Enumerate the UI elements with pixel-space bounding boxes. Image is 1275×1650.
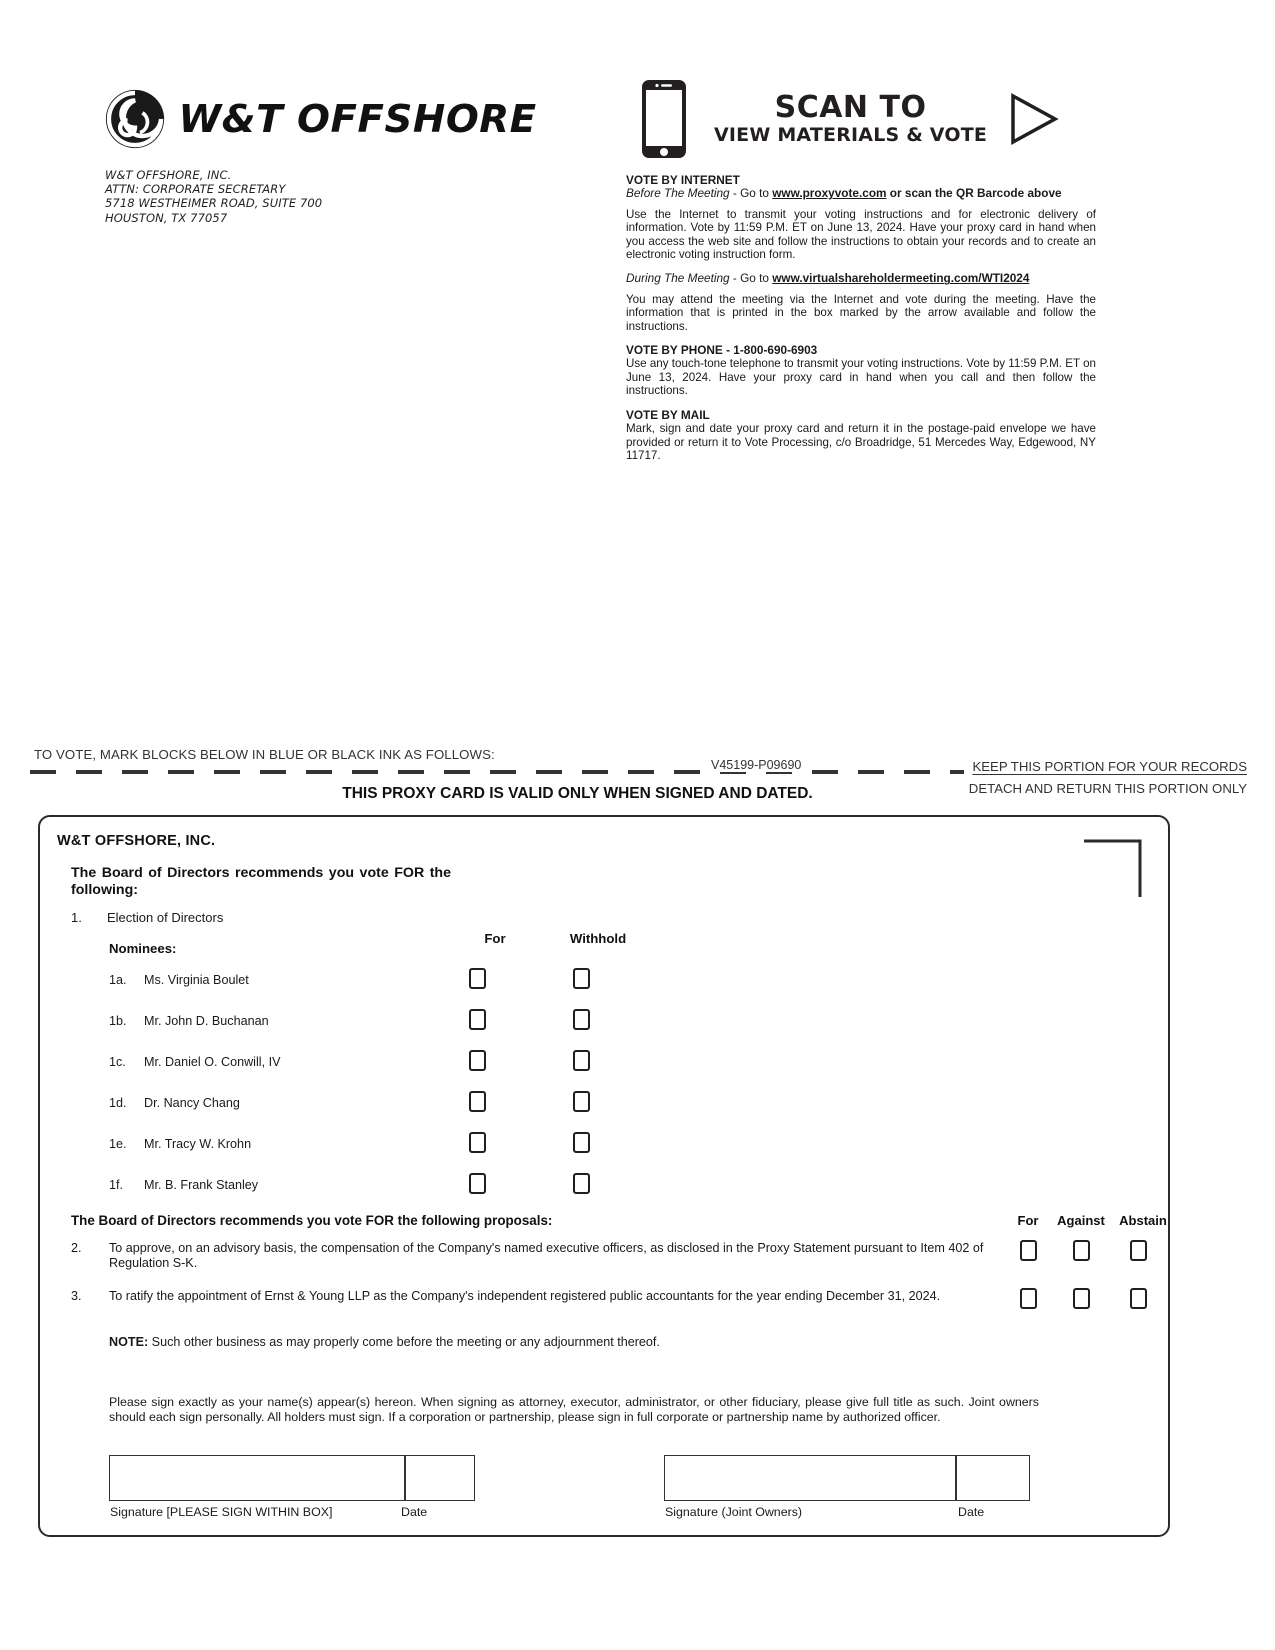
signature-label-primary: Signature [PLEASE SIGN WITHIN BOX] [110, 1505, 333, 1519]
vote-by-mail-body: Mark, sign and date your proxy card and return it in the postage-paid envelope we have provided or return it to Vote Processing, c/o Broadridge, 51 Mercedes Way, Edgewood, NY 11717. [626, 422, 1096, 462]
nominee-for-checkbox[interactable] [469, 1132, 486, 1153]
nominees-label: Nominees: [109, 941, 177, 956]
dash-segment [214, 770, 240, 774]
note-label: NOTE: [109, 1335, 149, 1349]
keep-portion-label: KEEP THIS PORTION FOR YOUR RECORDS [964, 759, 1247, 774]
scan-to-title: SCAN TO [774, 90, 927, 125]
dash-segment [582, 770, 608, 774]
vote-by-internet-heading: VOTE BY INTERNET [626, 173, 740, 187]
nominee-index: 1a. [109, 973, 127, 987]
nominee-index: 1e. [109, 1137, 127, 1151]
address-line-4: HOUSTON, TX 77057 [105, 210, 228, 225]
nominee-index: 1d. [109, 1096, 127, 1110]
valid-when-signed-notice [0, 785, 1275, 803]
proposal-number: 3. [71, 1289, 82, 1303]
nominee-row [40, 1170, 1168, 1211]
swirl-logo-icon [104, 88, 166, 150]
proposal-abstain-checkbox[interactable] [1130, 1240, 1147, 1261]
vote-by-mail-heading: VOTE BY MAIL [626, 407, 710, 422]
before-meeting-label: Before The Meeting [626, 186, 730, 201]
nominee-name: Mr. John D. Buchanan [144, 1014, 269, 1028]
proposal-1-row [71, 910, 223, 925]
detach-portion-label: DETACH AND RETURN THIS PORTION ONLY [968, 781, 1247, 796]
dash-segment [168, 770, 194, 774]
during-meeting-label: During The Meeting [626, 271, 730, 286]
column-header-withhold: Withhold [569, 931, 627, 946]
nominee-name: Mr. Daniel O. Conwill, IV [144, 1055, 281, 1069]
nominee-withhold-checkbox[interactable] [573, 968, 590, 989]
upper-instructions-area [0, 0, 1275, 802]
nominee-withhold-checkbox[interactable] [573, 1132, 590, 1153]
proposal-against-checkbox[interactable] [1073, 1288, 1090, 1309]
nominee-withhold-checkbox[interactable] [573, 1050, 590, 1071]
company-address [105, 168, 322, 225]
control-number: V45199-P09690 [705, 758, 807, 772]
nominee-index: 1b. [109, 1014, 127, 1028]
proposal-1-label: Election of Directors [107, 910, 224, 925]
proposal-abstain-checkbox[interactable] [1130, 1288, 1147, 1309]
internet-during-body: You may attend the meeting via the Internet and vote during the meeting. Have the information that is printed in the box marked by the arrow available and follow the instructions. [626, 292, 1096, 333]
nominee-row [40, 1129, 1168, 1170]
during-meeting-mid: - Go to [729, 271, 773, 286]
nominee-for-checkbox[interactable] [469, 1091, 486, 1112]
proposals-recommendation-heading: The Board of Directors recommends you vote FOR the following proposals: [71, 1213, 553, 1228]
signature-label-joint: Signature (Joint Owners) [665, 1505, 803, 1519]
nominee-for-checkbox[interactable] [469, 1050, 486, 1071]
play-arrow-icon [1005, 91, 1061, 147]
scan-to-subtitle: VIEW MATERIALS & VOTE [714, 124, 988, 146]
nominee-withhold-checkbox[interactable] [573, 1091, 590, 1112]
proposal-number: 2. [71, 1241, 82, 1255]
dash-segment [904, 770, 930, 774]
card-company-name: W&T OFFSHORE, INC. [57, 833, 216, 849]
proposal-column-against: Against [1057, 1213, 1105, 1228]
nominee-name: Mr. Tracy W. Krohn [144, 1137, 252, 1151]
company-logo [104, 88, 537, 150]
internet-before-body: Use the Internet to transmit your voting instructions and for electronic delivery of information. Vote by 11:59 P.M. ET on June 13, 2024. Have your proxy card in hand when you access the web site and follow the instructions to obtain your records and to create an electronic voting instruction form. [626, 207, 1096, 262]
dash-segment [122, 770, 148, 774]
dash-segment [260, 770, 286, 774]
dash-segment [352, 770, 378, 774]
proposal-1-number: 1. [71, 910, 82, 925]
proxyvote-link[interactable]: www.proxyvote.com [772, 186, 887, 201]
proposal-for-checkbox[interactable] [1020, 1240, 1037, 1261]
note-line [109, 1335, 1009, 1349]
proposal-column-for: For [1017, 1213, 1039, 1228]
dash-segment [628, 770, 654, 774]
date-box-primary[interactable] [405, 1455, 475, 1501]
during-meeting-line [626, 272, 1096, 285]
nominee-row [40, 965, 1168, 1006]
corner-registration-mark-icon [1082, 839, 1144, 901]
nominee-name: Ms. Virginia Boulet [144, 973, 249, 987]
virtual-meeting-link[interactable]: www.virtualshareholdermeeting.com/WTI2024 [772, 271, 1030, 286]
nominee-for-checkbox[interactable] [469, 1173, 486, 1194]
before-meeting-tail: or scan the QR Barcode above [886, 186, 1062, 201]
address-line-2: ATTN: CORPORATE SECRETARY [105, 182, 286, 197]
note-text: Such other business as may properly come before the meeting or any adjournment thereof. [148, 1335, 660, 1349]
dash-segment [398, 770, 424, 774]
dash-segment [76, 770, 102, 774]
smartphone-icon [640, 78, 688, 160]
proxy-card [38, 815, 1170, 1537]
nominee-row [40, 1006, 1168, 1047]
dash-segment [812, 770, 838, 774]
vote-by-phone-body: Use any touch-tone telephone to transmit your voting instructions. Vote by 11:59 P.M. ET on June 13, 2024. Have your proxy card in hand when you call and then follow the instructions. [626, 357, 1096, 398]
nominee-withhold-checkbox[interactable] [573, 1009, 590, 1030]
nominee-row [40, 1088, 1168, 1129]
proposal-text: To ratify the appointment of Ernst & Young LLP as the Company's independent registered public accountants for the year ending December 31, 2024. [109, 1289, 941, 1303]
column-header-for: For [484, 931, 506, 946]
scan-to-vote-banner [640, 78, 1061, 160]
nominee-name: Dr. Nancy Chang [144, 1096, 240, 1110]
date-label-joint: Date [958, 1505, 985, 1519]
signature-box-primary[interactable] [109, 1455, 405, 1501]
date-label-primary: Date [401, 1505, 428, 1519]
dash-segment [444, 770, 470, 774]
before-meeting-line [626, 187, 1096, 200]
dash-segment [490, 770, 516, 774]
dash-segment [674, 770, 700, 774]
address-line-3: 5718 WESTHEIMER ROAD, SUITE 700 [105, 196, 323, 211]
vote-by-phone-heading: VOTE BY PHONE - 1-800-690-6903 [626, 343, 818, 358]
signature-instructions: Please sign exactly as your name(s) appear(s) hereon. When signing as attorney, executor, administrator, or other fiduciary, please give full title as such. Joint owners should each sign personally. All holders must sign. If a corporation or partnership, please sign in full corporate or partnership name by authorized officer. [109, 1395, 1039, 1424]
proposal-text: To approve, on an advisory basis, the compensation of the Company's named executive officers, as disclosed in the Proxy Statement pursuant to Item 402 of Regulation S-K. [109, 1241, 984, 1270]
logo-wordmark: W&T OFFSHORE [178, 97, 537, 141]
nominee-for-checkbox[interactable] [469, 968, 486, 989]
nominee-withhold-checkbox[interactable] [573, 1173, 590, 1194]
address-line-1: W&T OFFSHORE, INC. [105, 168, 232, 182]
valid-notice-text: THIS PROXY CARD IS VALID ONLY WHEN SIGNED AND DATED. [342, 785, 813, 802]
proposal-for-checkbox[interactable] [1020, 1288, 1037, 1309]
nominee-row [40, 1047, 1168, 1088]
mark-blocks-instruction: TO VOTE, MARK BLOCKS BELOW IN BLUE OR BLACK INK AS FOLLOWS: [34, 747, 495, 762]
nominee-name: Mr. B. Frank Stanley [144, 1178, 259, 1192]
signature-box-joint[interactable] [664, 1455, 956, 1501]
board-recommendation-heading: The Board of Directors recommends you vote FOR the following: [71, 865, 451, 898]
dash-segment [30, 770, 56, 774]
date-box-joint[interactable] [956, 1455, 1030, 1501]
proposal-column-abstain: Abstain [1119, 1213, 1167, 1228]
voting-instructions [626, 174, 1096, 473]
nominee-for-checkbox[interactable] [469, 1009, 486, 1030]
dash-segment [536, 770, 562, 774]
dash-segment [306, 770, 332, 774]
before-meeting-mid: - Go to [729, 186, 773, 201]
nominee-index: 1f. [109, 1178, 124, 1192]
nominee-index: 1c. [109, 1055, 126, 1069]
dash-segment [858, 770, 884, 774]
proposal-against-checkbox[interactable] [1073, 1240, 1090, 1261]
